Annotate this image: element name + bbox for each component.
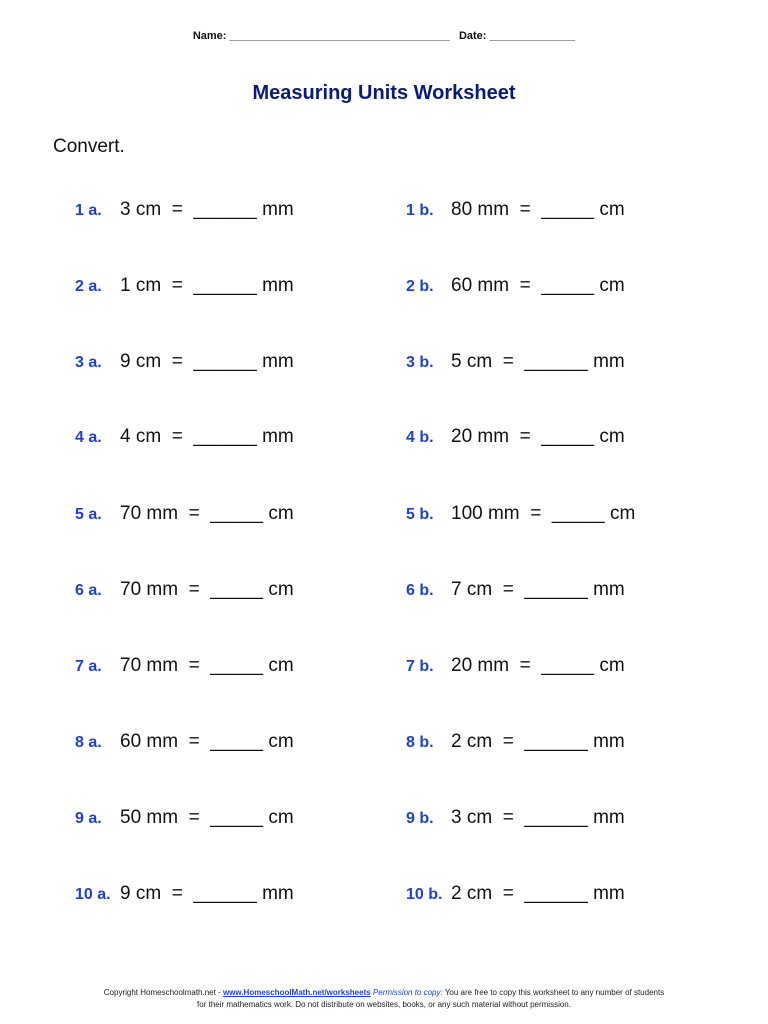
problem-8b	[406, 731, 625, 754]
permission-label: Permission to copy:	[372, 988, 443, 997]
problem-10b	[406, 883, 625, 906]
date-label: Date:	[458, 30, 487, 42]
problem-5a	[75, 503, 294, 526]
problem-text: 70 mm = _____ cm	[120, 503, 294, 524]
problem-text: 60 mm = _____ cm	[451, 275, 625, 296]
problem-text: 80 mm = _____ cm	[451, 199, 625, 220]
problem-6a	[75, 579, 294, 602]
problem-number: 9 a.	[75, 810, 102, 827]
date-blank: ______________	[489, 30, 576, 42]
problem-1b	[406, 199, 625, 222]
problem-7a	[75, 655, 294, 678]
problem-1a	[75, 199, 294, 222]
problem-text: 70 mm = _____ cm	[120, 655, 294, 676]
problem-number: 8 a.	[75, 734, 102, 751]
problem-text: 60 mm = _____ cm	[120, 731, 294, 752]
problem-text: 5 cm = ______ mm	[451, 351, 625, 372]
problem-text: 100 mm = _____ cm	[451, 503, 636, 524]
name-blank: ____________________________________	[229, 30, 450, 42]
problem-9a	[75, 807, 294, 830]
problem-number: 3 a.	[75, 354, 102, 371]
page-title: Measuring Units Worksheet	[252, 82, 516, 104]
problem-4a	[75, 426, 294, 449]
problem-number: 1 b.	[406, 202, 434, 219]
problem-number: 3 b.	[406, 354, 434, 371]
problem-number: 4 b.	[406, 429, 434, 446]
problem-6b	[406, 579, 625, 602]
problem-8a	[75, 731, 294, 754]
problem-number: 7 a.	[75, 658, 102, 675]
problem-2b	[406, 275, 625, 298]
problem-3a	[75, 351, 294, 374]
problem-3b	[406, 351, 625, 374]
problem-number: 6 a.	[75, 582, 102, 599]
problem-text: 20 mm = _____ cm	[451, 655, 625, 676]
problem-7b	[406, 655, 625, 678]
problem-4b	[406, 426, 625, 449]
problem-text: 2 cm = ______ mm	[451, 883, 625, 904]
problem-number: 7 b.	[406, 658, 434, 675]
name-label: Name:	[192, 30, 227, 42]
problem-number: 5 b.	[406, 506, 434, 523]
problem-number: 10 b.	[406, 886, 443, 903]
problem-text: 50 mm = _____ cm	[120, 807, 294, 828]
problem-number: 10 a.	[75, 886, 111, 903]
problem-number: 2 a.	[75, 278, 102, 295]
worksheet-header	[0, 30, 768, 42]
problem-number: 2 b.	[406, 278, 434, 295]
problem-text: 1 cm = ______ mm	[120, 275, 294, 296]
problem-number: 9 b.	[406, 810, 434, 827]
problem-number: 4 a.	[75, 429, 102, 446]
problem-text: 4 cm = ______ mm	[120, 426, 294, 447]
problem-text: 3 cm = ______ mm	[120, 199, 294, 220]
problem-number: 5 a.	[75, 506, 102, 523]
problem-5b	[406, 503, 635, 526]
problem-text: 2 cm = ______ mm	[451, 731, 625, 752]
problem-text: 7 cm = ______ mm	[451, 579, 625, 600]
permission-text: You are free to copy this worksheet to any number of students for their mathematics work. Do not distribute on websites, books, or any such material without permission.	[197, 988, 665, 1009]
problem-text: 9 cm = ______ mm	[120, 351, 294, 372]
problem-9b	[406, 807, 625, 830]
problem-number: 1 a.	[75, 202, 102, 219]
instruction-text: Convert.	[53, 136, 125, 157]
problem-text: 3 cm = ______ mm	[451, 807, 625, 828]
worksheets-link[interactable]: www.HomeschoolMath.net/worksheets	[222, 988, 371, 997]
copyright-text: Copyright Homeschoolmath.net -	[103, 988, 223, 997]
problem-10a	[75, 883, 294, 906]
problem-2a	[75, 275, 294, 298]
problem-number: 6 b.	[406, 582, 434, 599]
problem-text: 70 mm = _____ cm	[120, 579, 294, 600]
problem-text: 9 cm = ______ mm	[120, 883, 294, 904]
copyright-footer	[100, 987, 668, 1011]
problem-number: 8 b.	[406, 734, 434, 751]
problem-text: 20 mm = _____ cm	[451, 426, 625, 447]
